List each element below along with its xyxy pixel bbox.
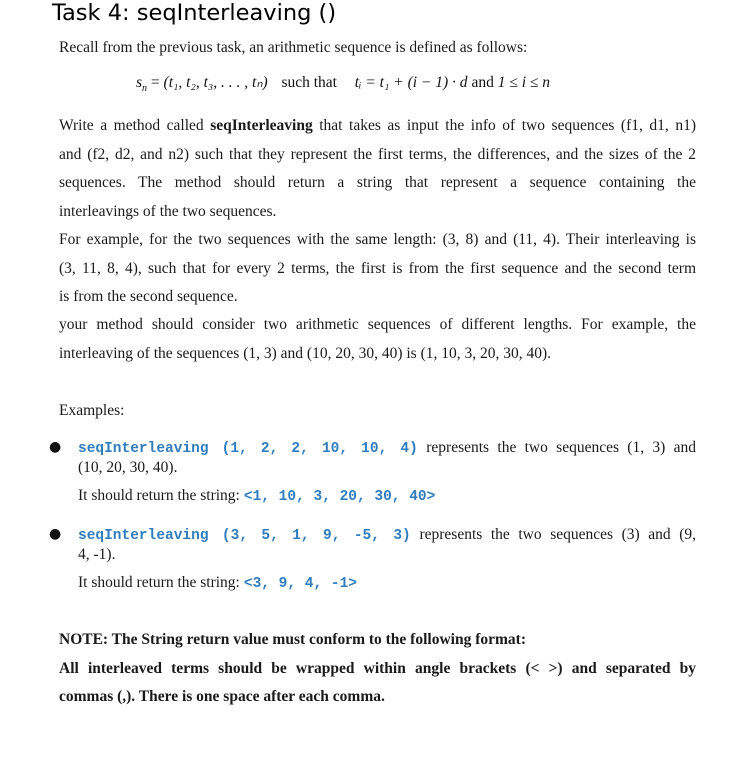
intro-text: Recall from the previous task, an arithmetic sequence is defined as follows: [59, 39, 528, 56]
example-1-return [78, 487, 435, 505]
note-line2 [59, 660, 696, 678]
paragraph1-text-b: that takes as input the info of two sequences (f1, d1, n1) [319, 117, 697, 134]
example-1-desc-cont: (10, 20, 30, 40). [78, 459, 178, 476]
formula-tuple: (t₁, t₂, t₃, . . . , tₙ) [163, 74, 268, 91]
example-2-line1 [78, 526, 696, 544]
formula-lhs: s [136, 74, 143, 91]
formula-lhs-sub: n [142, 83, 148, 95]
paragraph3-line2: interleaving of the sequences (1, 3) and (10, 20, 30, 40) is (1, 10, 3, 20, 30, 40). [59, 345, 552, 362]
formula-such-that: such that [281, 74, 337, 91]
method-name: seqInterleaving [210, 117, 313, 134]
note-line3 [59, 688, 385, 706]
note-line3-text: commas (,). There is one space after each comma. [59, 688, 385, 705]
example-1-return-label: It should return the string: [78, 487, 240, 504]
paragraph2-line3: is from the second sequence. [59, 288, 238, 305]
note-line2-text: All interleaved terms should be wrapped within angle brackets (< >) and separated by [59, 660, 696, 677]
formula-rule: tᵢ = t₁ + (i − 1) · d [354, 74, 468, 91]
paragraph2-line1: For example, for the two sequences with the same length: (3, 8) and (11, 4). Their interleaving is [59, 231, 696, 248]
example-1-call: seqInterleaving (1, 2, 2, 10, 10, 4) [78, 441, 418, 457]
bullet-icon: ● [49, 526, 62, 542]
sequence-formula [136, 73, 550, 94]
paragraph1-line3: sequences. The method should return a string that represent a sequence containing the [59, 174, 696, 191]
note-line1 [59, 631, 526, 649]
example-2-return-label: It should return the string: [78, 574, 240, 591]
examples-label: Examples: [59, 402, 125, 419]
paragraph1-line2: and (f2, d2, and n2) such that they represent the first terms, the differences, and the sizes of the 2 [59, 146, 696, 163]
example-2-return [78, 574, 357, 592]
formula-and: and [471, 74, 494, 91]
example-1-return-value: <1, 10, 3, 20, 30, 40> [243, 489, 436, 505]
paragraph1-text-a: Write a method called [59, 117, 204, 134]
page-title: Task 4: seqInterleaving () [52, 0, 337, 26]
example-2-call: seqInterleaving (3, 5, 1, 9, -5, 3) [78, 528, 411, 544]
example-2-desc: represents the two sequences (3) and (9, [419, 526, 696, 543]
note-heading: NOTE: The String return value must conform to the following format: [59, 631, 526, 648]
paragraph1-line4: interleavings of the two sequences. [59, 203, 277, 220]
example-2-return-value: <3, 9, 4, -1> [243, 576, 357, 592]
example-2-desc-cont: 4, -1). [78, 546, 116, 563]
paragraph1-line1 [59, 117, 696, 135]
formula-eq: = [147, 74, 164, 91]
example-1-line1 [78, 439, 696, 457]
paragraph2-line2: (3, 11, 8, 4), such that for every 2 terms, the first is from the first sequence and the second term [59, 260, 696, 277]
formula-range: 1 ≤ i ≤ n [497, 74, 551, 91]
example-1-desc: represents the two sequences (1, 3) and [426, 439, 696, 456]
paragraph3-line1: your method should consider two arithmetic sequences of different lengths. For example, the [59, 316, 696, 333]
bullet-icon: ● [49, 439, 62, 455]
